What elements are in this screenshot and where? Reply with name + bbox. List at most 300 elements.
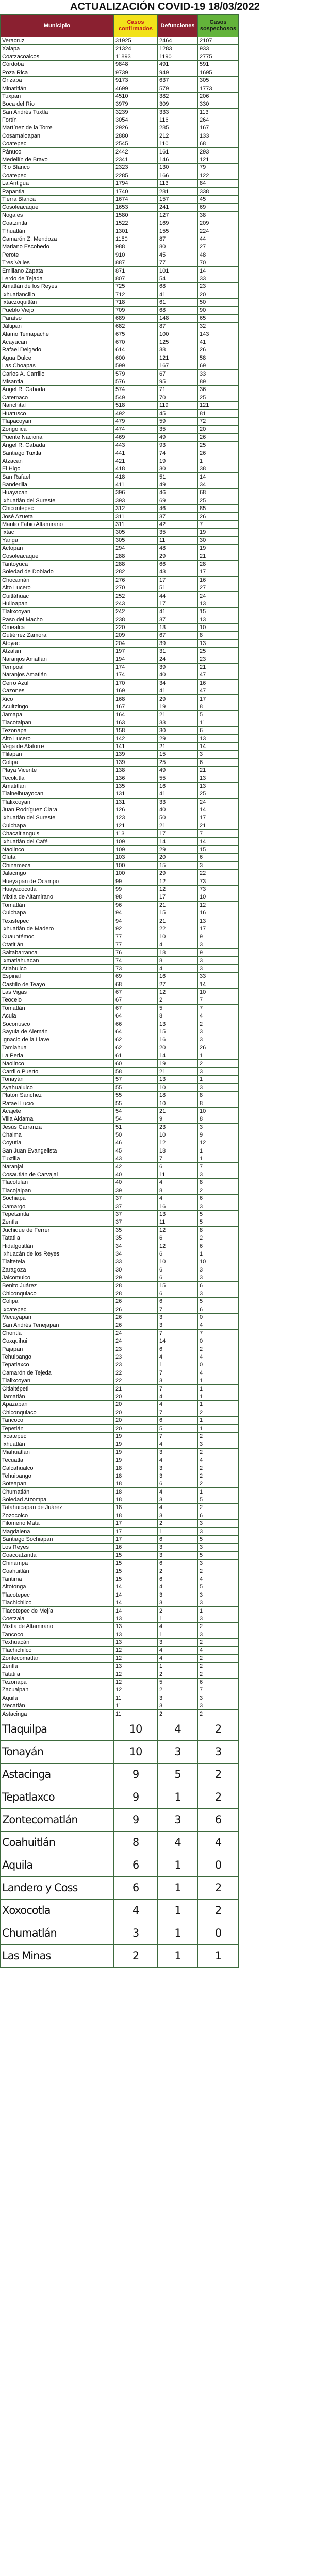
table-row bbox=[1, 1623, 239, 1631]
sospechosos-cell: 8 bbox=[198, 1099, 239, 1107]
municipio-cell: Hueyapan de Ocampo bbox=[1, 877, 114, 885]
defunciones-cell: 1 bbox=[158, 1663, 198, 1670]
sospechosos-cell: 27 bbox=[198, 584, 239, 591]
defunciones-cell: 148 bbox=[158, 314, 198, 322]
sospechosos-cell: 9 bbox=[198, 933, 239, 941]
table-row bbox=[1, 1409, 239, 1416]
sospechosos-cell: 2 bbox=[198, 1786, 239, 1808]
confirmados-cell: 100 bbox=[114, 861, 158, 869]
table-row bbox=[1, 1099, 239, 1107]
municipio-cell: Boca del Río bbox=[1, 100, 114, 108]
sospechosos-cell: 2 bbox=[198, 1718, 239, 1740]
table-row bbox=[1, 1607, 239, 1615]
confirmados-cell: 109 bbox=[114, 838, 158, 845]
municipio-cell: Rafael Delgado bbox=[1, 346, 114, 354]
sospechosos-cell: 293 bbox=[198, 148, 239, 156]
sospechosos-cell: 23 bbox=[198, 283, 239, 291]
table-row bbox=[1, 1179, 239, 1187]
confirmados-cell: 13 bbox=[114, 1638, 158, 1646]
table-row bbox=[1, 298, 239, 306]
sospechosos-cell: 36 bbox=[198, 386, 239, 394]
confirmados-cell: 13 bbox=[114, 1623, 158, 1631]
table-row bbox=[1, 1944, 239, 1967]
defunciones-cell: 18 bbox=[158, 1091, 198, 1099]
confirmados-cell: 600 bbox=[114, 354, 158, 362]
table-row bbox=[1, 45, 239, 53]
table-row bbox=[1, 941, 239, 948]
table-row bbox=[1, 1234, 239, 1242]
municipio-cell: Tlalixcoyan bbox=[1, 798, 114, 806]
municipio-cell: Las Vigas bbox=[1, 988, 114, 996]
defunciones-cell: 46 bbox=[158, 489, 198, 497]
table-row bbox=[1, 1551, 239, 1559]
confirmados-cell: 164 bbox=[114, 711, 158, 719]
sospechosos-cell: 14 bbox=[198, 742, 239, 750]
sospechosos-cell: 33 bbox=[198, 275, 239, 282]
defunciones-cell: 87 bbox=[158, 235, 198, 243]
municipio-cell: Zongolica bbox=[1, 426, 114, 433]
table-row bbox=[1, 267, 239, 275]
sospechosos-cell: 50 bbox=[198, 298, 239, 306]
defunciones-cell: 66 bbox=[158, 560, 198, 568]
municipio-cell: Los Reyes bbox=[1, 1544, 114, 1551]
municipio-cell: Mariano Escobedo bbox=[1, 243, 114, 251]
sospechosos-cell: 6 bbox=[198, 1512, 239, 1519]
defunciones-cell: 1 bbox=[158, 1631, 198, 1638]
confirmados-cell: 312 bbox=[114, 505, 158, 513]
defunciones-cell: 4 bbox=[158, 1401, 198, 1409]
defunciones-cell: 155 bbox=[158, 227, 198, 235]
municipio-cell: Naolinco bbox=[1, 1060, 114, 1067]
defunciones-cell: 87 bbox=[158, 323, 198, 330]
table-row bbox=[1, 1567, 239, 1575]
confirmados-cell: 9 bbox=[114, 1808, 158, 1831]
defunciones-cell: 17 bbox=[158, 893, 198, 901]
table-row bbox=[1, 948, 239, 956]
municipio-cell: Tuxtilla bbox=[1, 1155, 114, 1163]
sospechosos-cell: 2 bbox=[198, 1638, 239, 1646]
table-row bbox=[1, 354, 239, 362]
sospechosos-cell: 2 bbox=[198, 1670, 239, 1678]
municipio-cell: Papantla bbox=[1, 188, 114, 195]
defunciones-cell: 45 bbox=[158, 251, 198, 259]
municipio-cell: Las Choapas bbox=[1, 362, 114, 370]
sospechosos-cell: 1 bbox=[198, 1425, 239, 1432]
municipio-cell: Chinameca bbox=[1, 861, 114, 869]
sospechosos-cell: 73 bbox=[198, 877, 239, 885]
defunciones-cell: 10 bbox=[158, 1083, 198, 1091]
sospechosos-cell: 25 bbox=[198, 497, 239, 504]
municipio-cell: Naolinco bbox=[1, 845, 114, 853]
confirmados-cell: 18 bbox=[114, 1480, 158, 1488]
municipio-cell: Chontla bbox=[1, 1329, 114, 1337]
confirmados-cell: 6 bbox=[114, 1854, 158, 1876]
municipio-cell: Vega de Alatorre bbox=[1, 742, 114, 750]
confirmados-cell: 58 bbox=[114, 1067, 158, 1075]
table-row bbox=[1, 822, 239, 829]
municipio-cell: Chiconquiaco bbox=[1, 1409, 114, 1416]
table-row bbox=[1, 1171, 239, 1178]
table-row bbox=[1, 798, 239, 806]
municipio-cell: Ixcatepec bbox=[1, 1306, 114, 1313]
confirmados-cell: 9 bbox=[114, 1786, 158, 1808]
table-row bbox=[1, 1647, 239, 1654]
confirmados-cell: 441 bbox=[114, 449, 158, 457]
table-row bbox=[1, 275, 239, 282]
table-row bbox=[1, 711, 239, 719]
confirmados-cell: 294 bbox=[114, 545, 158, 552]
confirmados-cell: 270 bbox=[114, 584, 158, 591]
sospechosos-cell: 2 bbox=[198, 1899, 239, 1922]
confirmados-cell: 3 bbox=[114, 1922, 158, 1944]
defunciones-cell: 4 bbox=[158, 964, 198, 972]
confirmados-cell: 96 bbox=[114, 901, 158, 909]
table-row bbox=[1, 370, 239, 378]
confirmados-cell: 18 bbox=[114, 1464, 158, 1472]
table-row bbox=[1, 1083, 239, 1091]
municipio-cell: Catemaco bbox=[1, 394, 114, 401]
defunciones-cell: 12 bbox=[158, 1226, 198, 1234]
table-row bbox=[1, 433, 239, 441]
municipio-cell: Chicontepec bbox=[1, 505, 114, 513]
table-row bbox=[1, 1369, 239, 1377]
confirmados-cell: 1740 bbox=[114, 188, 158, 195]
defunciones-cell: 2464 bbox=[158, 37, 198, 45]
table-row bbox=[1, 1544, 239, 1551]
municipio-cell: Carlos A. Carrillo bbox=[1, 370, 114, 378]
sospechosos-cell: 26 bbox=[198, 1044, 239, 1052]
table-row bbox=[1, 655, 239, 663]
table-row bbox=[1, 703, 239, 710]
defunciones-cell: 4 bbox=[158, 1647, 198, 1654]
defunciones-cell: 6 bbox=[158, 1290, 198, 1297]
defunciones-cell: 16 bbox=[158, 1036, 198, 1044]
sospechosos-cell: 30 bbox=[198, 536, 239, 544]
confirmados-cell: 11893 bbox=[114, 53, 158, 60]
sospechosos-cell: 206 bbox=[198, 92, 239, 100]
table-row bbox=[1, 426, 239, 433]
sospechosos-cell: 16 bbox=[198, 679, 239, 687]
municipio-cell: Oluta bbox=[1, 854, 114, 861]
table-row bbox=[1, 1702, 239, 1710]
confirmados-cell: 139 bbox=[114, 758, 158, 766]
table-row bbox=[1, 346, 239, 354]
table-row bbox=[1, 180, 239, 188]
table-row bbox=[1, 394, 239, 401]
confirmados-cell: 1522 bbox=[114, 219, 158, 227]
municipio-cell: Tlachichilco bbox=[1, 1647, 114, 1654]
sospechosos-cell: 330 bbox=[198, 100, 239, 108]
municipio-cell: Juan Rodríguez Clara bbox=[1, 806, 114, 814]
table-row bbox=[1, 235, 239, 243]
municipio-cell: Altotonga bbox=[1, 1583, 114, 1591]
confirmados-cell: 469 bbox=[114, 433, 158, 441]
defunciones-cell: 69 bbox=[158, 497, 198, 504]
municipio-cell: Mecatlán bbox=[1, 1702, 114, 1710]
table-row bbox=[1, 766, 239, 774]
sospechosos-cell: 2 bbox=[198, 1448, 239, 1456]
sospechosos-cell: 4 bbox=[198, 1456, 239, 1464]
sospechosos-cell: 1 bbox=[198, 1250, 239, 1258]
defunciones-cell: 34 bbox=[158, 679, 198, 687]
table-row bbox=[1, 1472, 239, 1480]
defunciones-cell: 48 bbox=[158, 545, 198, 552]
confirmados-cell: 3979 bbox=[114, 100, 158, 108]
confirmados-cell: 19 bbox=[114, 1440, 158, 1448]
sospechosos-cell: 17 bbox=[198, 814, 239, 822]
municipio-cell: Tlalnelhuayocan bbox=[1, 790, 114, 798]
confirmados-cell: 443 bbox=[114, 441, 158, 449]
sospechosos-cell: 25 bbox=[198, 441, 239, 449]
confirmados-cell: 64 bbox=[114, 1028, 158, 1036]
confirmados-cell: 2545 bbox=[114, 140, 158, 148]
sospechosos-cell: 13 bbox=[198, 774, 239, 782]
table-row bbox=[1, 259, 239, 266]
sospechosos-cell: 16 bbox=[198, 909, 239, 917]
sospechosos-cell: 0 bbox=[198, 1361, 239, 1369]
table-row bbox=[1, 1163, 239, 1171]
confirmados-cell: 4510 bbox=[114, 92, 158, 100]
sospechosos-cell: 1 bbox=[198, 1147, 239, 1155]
confirmados-cell: 20 bbox=[114, 1393, 158, 1400]
municipio-cell: Jalcomulco bbox=[1, 1274, 114, 1281]
municipio-cell: Soconusco bbox=[1, 1020, 114, 1028]
defunciones-cell: 21 bbox=[158, 1067, 198, 1075]
sospechosos-cell: 32 bbox=[198, 323, 239, 330]
defunciones-cell: 8 bbox=[158, 957, 198, 964]
defunciones-cell: 16 bbox=[158, 973, 198, 980]
confirmados-cell: 2323 bbox=[114, 164, 158, 172]
sospechosos-cell: 121 bbox=[198, 401, 239, 409]
sospechosos-cell: 5 bbox=[198, 1210, 239, 1218]
municipio-cell: Zontecomatlán bbox=[1, 1808, 114, 1831]
table-row bbox=[1, 314, 239, 322]
sospechosos-cell: 3 bbox=[198, 751, 239, 758]
sospechosos-cell: 3 bbox=[198, 1083, 239, 1091]
sospechosos-cell: 6 bbox=[198, 1678, 239, 1686]
municipio-cell: Cazones bbox=[1, 687, 114, 695]
table-row bbox=[1, 283, 239, 291]
sospechosos-cell: 3 bbox=[198, 957, 239, 964]
table-row bbox=[1, 980, 239, 988]
confirmados-cell: 170 bbox=[114, 679, 158, 687]
sospechosos-cell: 14 bbox=[198, 473, 239, 481]
defunciones-cell: 21 bbox=[158, 1107, 198, 1115]
defunciones-cell: 637 bbox=[158, 76, 198, 84]
confirmados-cell: 18 bbox=[114, 1512, 158, 1519]
confirmados-cell: 18 bbox=[114, 1496, 158, 1503]
table-row bbox=[1, 616, 239, 623]
confirmados-cell: 15 bbox=[114, 1560, 158, 1567]
confirmados-cell: 10 bbox=[114, 1718, 158, 1740]
municipio-cell: Cosoleacaque bbox=[1, 552, 114, 560]
municipio-cell: Minatitlán bbox=[1, 84, 114, 92]
confirmados-cell: 421 bbox=[114, 457, 158, 465]
table-row bbox=[1, 188, 239, 195]
defunciones-cell: 6 bbox=[158, 1298, 198, 1306]
confirmados-cell: 12 bbox=[114, 1678, 158, 1686]
defunciones-cell: 1 bbox=[158, 1854, 198, 1876]
confirmados-cell: 393 bbox=[114, 497, 158, 504]
confirmados-cell: 305 bbox=[114, 529, 158, 536]
confirmados-cell: 492 bbox=[114, 410, 158, 417]
table-row bbox=[1, 854, 239, 861]
sospechosos-cell: 3 bbox=[198, 1599, 239, 1606]
municipio-cell: Tlacotalpan bbox=[1, 719, 114, 726]
confirmados-cell: 2926 bbox=[114, 124, 158, 132]
municipio-cell: Coahuitlán bbox=[1, 1567, 114, 1575]
sospechosos-cell: 38 bbox=[198, 211, 239, 219]
sospechosos-cell: 2 bbox=[198, 1234, 239, 1242]
municipio-cell: Camarón de Tejeda bbox=[1, 1369, 114, 1377]
defunciones-cell: 71 bbox=[158, 386, 198, 394]
municipio-cell: Actopan bbox=[1, 545, 114, 552]
confirmados-cell: 33 bbox=[114, 1258, 158, 1266]
confirmados-cell: 99 bbox=[114, 885, 158, 893]
municipio-cell: Coetzala bbox=[1, 1615, 114, 1622]
confirmados-cell: 418 bbox=[114, 465, 158, 473]
sospechosos-cell: 5 bbox=[198, 1551, 239, 1559]
defunciones-cell: 49 bbox=[158, 766, 198, 774]
defunciones-cell: 29 bbox=[158, 870, 198, 877]
table-row bbox=[1, 1686, 239, 1694]
sospechosos-cell: 6 bbox=[198, 1242, 239, 1250]
confirmados-cell: 15 bbox=[114, 1575, 158, 1583]
confirmados-cell: 13 bbox=[114, 1631, 158, 1638]
table-row bbox=[1, 885, 239, 893]
confirmados-cell: 77 bbox=[114, 933, 158, 941]
confirmados-cell: 807 bbox=[114, 275, 158, 282]
defunciones-cell: 3 bbox=[158, 1464, 198, 1472]
municipio-cell: Xalapa bbox=[1, 45, 114, 53]
confirmados-cell: 675 bbox=[114, 330, 158, 338]
sospechosos-cell: 0 bbox=[198, 1922, 239, 1944]
table-row bbox=[1, 1710, 239, 1718]
municipio-cell: Hidalgotitlán bbox=[1, 1242, 114, 1250]
sospechosos-cell: 8 bbox=[198, 1226, 239, 1234]
table-row bbox=[1, 1763, 239, 1786]
municipio-cell: Tecolutla bbox=[1, 774, 114, 782]
confirmados-cell: 15 bbox=[114, 1551, 158, 1559]
defunciones-cell: 4 bbox=[158, 1440, 198, 1448]
sospechosos-cell: 2 bbox=[198, 1345, 239, 1353]
header-municipio: Municipio bbox=[1, 15, 114, 37]
municipio-cell: Citlaltépetl bbox=[1, 1385, 114, 1393]
defunciones-cell: 382 bbox=[158, 92, 198, 100]
sospechosos-cell: 3 bbox=[198, 1274, 239, 1281]
confirmados-cell: 51 bbox=[114, 1123, 158, 1131]
table-row bbox=[1, 1282, 239, 1290]
municipio-cell: San Andrés Tenejapan bbox=[1, 1321, 114, 1329]
confirmados-cell: 682 bbox=[114, 323, 158, 330]
table-row bbox=[1, 1187, 239, 1194]
covid-table bbox=[0, 14, 239, 1968]
table-row bbox=[1, 1654, 239, 1662]
table-row bbox=[1, 449, 239, 457]
municipio-cell: Xoxocotla bbox=[1, 1899, 114, 1922]
defunciones-cell: 3 bbox=[158, 1544, 198, 1551]
defunciones-cell: 1 bbox=[158, 1361, 198, 1369]
sospechosos-cell: 21 bbox=[198, 552, 239, 560]
confirmados-cell: 19 bbox=[114, 1456, 158, 1464]
table-row bbox=[1, 37, 239, 45]
confirmados-cell: 12 bbox=[114, 1654, 158, 1662]
municipio-cell: Aquila bbox=[1, 1694, 114, 1702]
municipio-cell: Tlacotepec bbox=[1, 1591, 114, 1599]
municipio-cell: Tlacotepec de Mejía bbox=[1, 1607, 114, 1615]
sospechosos-cell: 13 bbox=[198, 639, 239, 647]
defunciones-cell: 161 bbox=[158, 148, 198, 156]
confirmados-cell: 252 bbox=[114, 592, 158, 600]
defunciones-cell: 29 bbox=[158, 735, 198, 742]
municipio-cell: Tamiahua bbox=[1, 1044, 114, 1052]
sospechosos-cell: 1 bbox=[198, 1052, 239, 1060]
defunciones-cell: 1283 bbox=[158, 45, 198, 53]
table-row bbox=[1, 457, 239, 465]
municipio-cell: Tlalixcoyan bbox=[1, 608, 114, 616]
defunciones-cell: 12 bbox=[158, 1242, 198, 1250]
defunciones-cell: 7 bbox=[158, 1385, 198, 1393]
defunciones-cell: 3 bbox=[158, 1313, 198, 1321]
confirmados-cell: 2442 bbox=[114, 148, 158, 156]
municipio-cell: Tepatlaxco bbox=[1, 1361, 114, 1369]
defunciones-cell: 4 bbox=[158, 1623, 198, 1631]
sospechosos-cell: 13 bbox=[198, 917, 239, 925]
sospechosos-cell: 7 bbox=[198, 1004, 239, 1012]
municipio-cell: Atzalan bbox=[1, 648, 114, 655]
table-row bbox=[1, 410, 239, 417]
table-row bbox=[1, 1329, 239, 1337]
table-row bbox=[1, 211, 239, 219]
defunciones-cell: 5 bbox=[158, 1425, 198, 1432]
defunciones-cell: 93 bbox=[158, 441, 198, 449]
municipio-cell: Colipa bbox=[1, 1298, 114, 1306]
municipio-cell: Villa Aldama bbox=[1, 1115, 114, 1123]
municipio-cell: Tatahuicapan de Juárez bbox=[1, 1504, 114, 1512]
defunciones-cell: 12 bbox=[158, 885, 198, 893]
table-row bbox=[1, 1922, 239, 1944]
confirmados-cell: 21 bbox=[114, 1385, 158, 1393]
table-row bbox=[1, 774, 239, 782]
municipio-cell: Tepetzintla bbox=[1, 1210, 114, 1218]
confirmados-cell: 2 bbox=[114, 1944, 158, 1967]
municipio-cell: Ayahualulco bbox=[1, 1083, 114, 1091]
sospechosos-cell: 2 bbox=[198, 1187, 239, 1194]
table-row bbox=[1, 1250, 239, 1258]
defunciones-cell: 285 bbox=[158, 124, 198, 132]
defunciones-cell: 49 bbox=[158, 481, 198, 488]
sospechosos-cell: 1 bbox=[198, 1076, 239, 1083]
table-row bbox=[1, 76, 239, 84]
sospechosos-cell: 68 bbox=[198, 489, 239, 497]
table-row bbox=[1, 973, 239, 980]
municipio-cell: Cerro Azul bbox=[1, 679, 114, 687]
sospechosos-cell: 47 bbox=[198, 687, 239, 695]
defunciones-cell: 1 bbox=[158, 1615, 198, 1622]
defunciones-cell: 7 bbox=[158, 1432, 198, 1440]
municipio-cell: Chalma bbox=[1, 1131, 114, 1139]
municipio-cell: Nanchital bbox=[1, 401, 114, 409]
sospechosos-cell: 2 bbox=[198, 1876, 239, 1899]
sospechosos-cell: 224 bbox=[198, 227, 239, 235]
table-row bbox=[1, 251, 239, 259]
table-row bbox=[1, 417, 239, 425]
defunciones-cell: 125 bbox=[158, 338, 198, 346]
table-row bbox=[1, 1044, 239, 1052]
table-row bbox=[1, 758, 239, 766]
table-row bbox=[1, 830, 239, 838]
sospechosos-cell: 13 bbox=[198, 782, 239, 790]
